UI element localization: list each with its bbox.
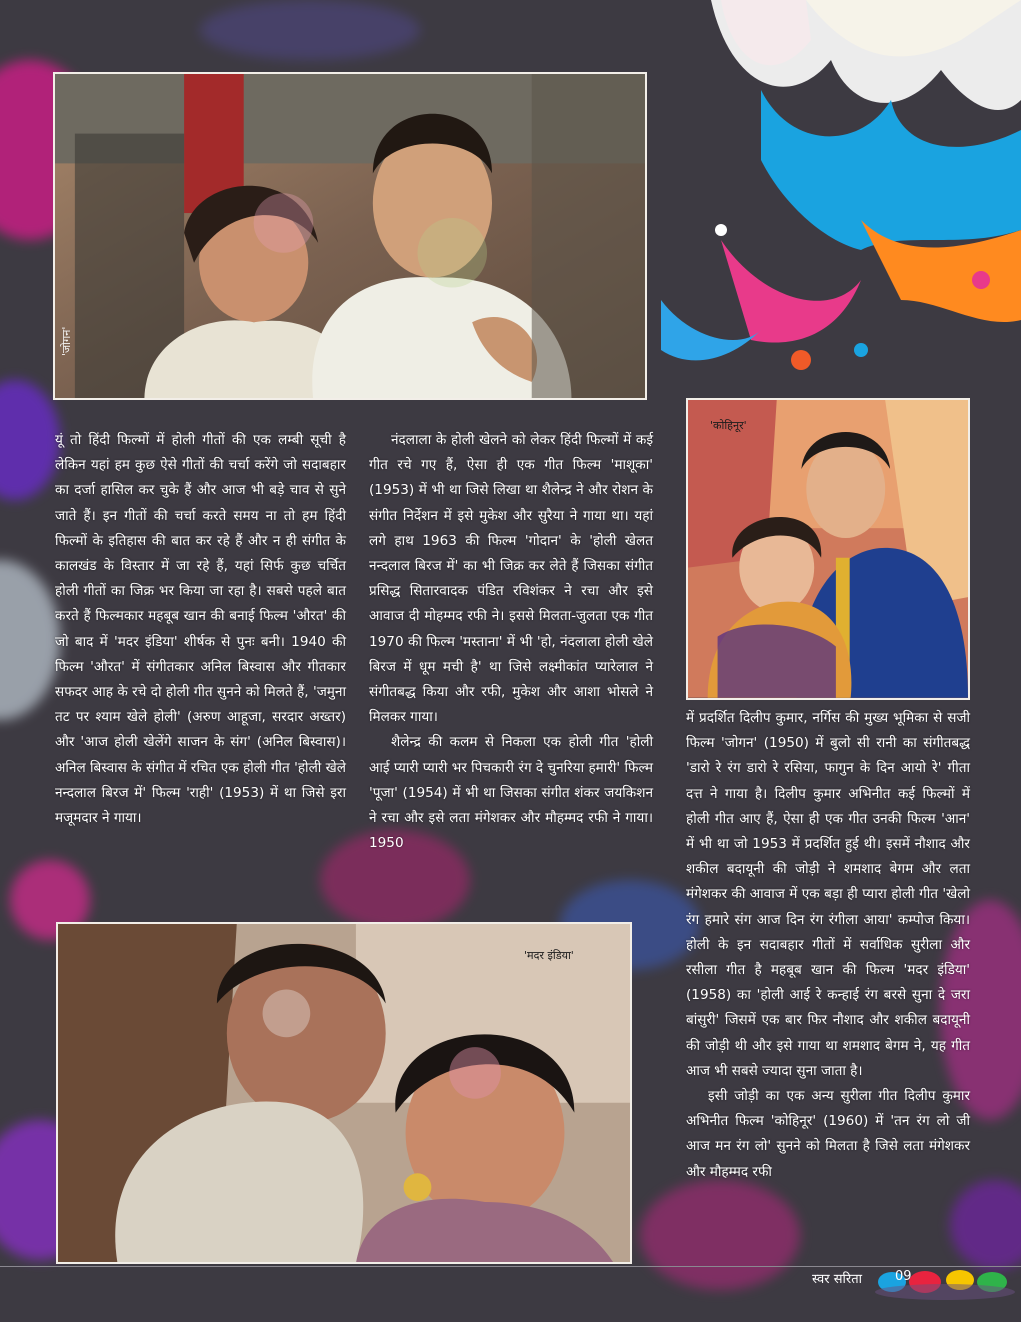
magazine-name: स्वर सरिता (812, 1272, 862, 1287)
jogan-photo (53, 72, 647, 400)
column3-paragraph: में प्रदर्शित दिलीप कुमार, नर्गिस की मुख्य भूमिका से सजी फिल्म 'जोगन' (1950) में बुलो सी रानी का संगीतबद्ध 'डारो रे रंग डारो रे रसिया, फागुन के दिन आयो रे' गीता दत्त ने गाया है। दिलीप कुमार अभिनीत कई फिल्मों में होली गीत आए हैं, ऐसा ही एक गीत उनकी फिल्म 'आन' में भी था जो 1953 में प्रदर्शित हुई थी। इसमें नौशाद और शकील बदायूनी की जोड़ी ने शमशाद बेगम और लता मंगेशकर की आवाज में एक बड़ा ही प्यारा होली गीत 'खेलो रंग हमारे संग आज दिन रंग रंगीला आया' कम्पोज किया। होली के इन सदाबहार गीतों में सर्वाधिक सुरीला और रसीला गीत है महबूब खान की फिल्म 'मदर इंडिया' (1958) का 'होली आई रे कन्हाई रंग बरसे सुना दे जरा बांसुरी' जिसमें एक बार फिर नौशाद और शकील बदायूनी की जोड़ी थी और इसे गाया था शमशाद बेगम ने, यह गीत आज भी सबसे ज्यादा सुना जाता है। (686, 710, 970, 1079)
column3-paragraph: इसी जोड़ी का एक अन्य सुरीला गीत दिलीप कुमार अभिनीत फिल्म 'कोहिनूर' (1960) में 'तन रंग लो जी आज मन रंग लो' सुनने को मिलता है जिसे लता मंगेशकर और मौहम्मद रफी (686, 1088, 970, 1180)
column2-paragraph: नंदलाला के होली खेलने को लेकर हिंदी फिल्मों में कई गीत रचे गए हैं, ऐसा ही एक गीत फिल्म 'माशूका' (1953) में भी था जिसे लिखा था शैलेन्द्र ने और रोशन के संगीत निर्देशन में इसे मुकेश और सुरैया ने गाया था। यहां लगे हाथ 1963 की फिल्म 'गोदान' के 'होली खेलत नन्दलाल बिरज में' का भी जिक्र कर लेते हैं जिसका संगीत प्रसिद्ध सितारवादक पंडित रविशंकर ने रचा और इसे आवाज दी मोहम्मद रफी ने। इससे मिलता-जुलता एक गीत 1970 की फिल्म 'मस्ताना' में भी 'हो, नंदलाला होली खेले बिरज में धूम मची है' था जिसे लक्ष्मीकांत प्यारेलाल ने संगीतबद्ध किया और रफी, मुकेश और आशा भोसले ने मिलकर गाया। (369, 432, 653, 726)
column1-paragraph: यूं तो हिंदी फिल्मों में होली गीतों की एक लम्बी सूची है लेकिन यहां हम कुछ ऐसे गीतों की चर्चा करेंगे जो सदाबहार का दर्जा हासिल कर चुके हैं और आज भी बड़े चाव से सुने जाते हैं। इन गीतों की चर्चा करते समय ना तो हम हिंदी फिल्मों के इतिहास की बात कर रहे हैं और न ही संगीत के कालखंड के विस्तार में जा रहे हैं, यहां सिर्फ कुछ चर्चित होली गीतों का जिक्र भर किया जा रहा है। सबसे पहले बात करते हैं फिल्मकार महबूब खान की बनाई फिल्म 'औरत' की जो बाद में 'मदर इंडिया' शीर्षक से पुनः बनी। 1940 की फिल्म 'औरत' में संगीतकार अनिल बिस्वास और गीतकार सफदर आह के रचे दो होली गीत सुनने को मिलते हैं, 'जमुना तट पर श्याम खेले होली' (अरुण आहूजा, सरदार अख्तर) और 'आज होली खेलेंगे साजन के संग' (अनिल बिस्वास)। अनिल बिस्वास के संगीत में रचित एक होली गीत 'होली खेले नन्दलाल बिरज में' फिल्म 'राही' (1953) में था जिसे इरा मजूमदार ने गाया। (55, 432, 346, 827)
photo-caption-kohinoor: 'कोहिनूर' (710, 419, 747, 432)
article-column-3 (686, 706, 970, 1185)
footer-rule (0, 1266, 1021, 1267)
mother-india-photo (56, 922, 632, 1264)
article-column-2 (369, 428, 653, 856)
kohinoor-photo (686, 398, 970, 700)
photo-caption-jogan: 'जोगन' (60, 326, 73, 356)
photo-caption-mother-india: 'मदर इंडिया' (524, 949, 574, 962)
paint-splash-decoration (601, 0, 1021, 390)
column2-paragraph: शैलेन्द्र की कलम से निकला एक होली गीत 'होली आई प्यारी प्यारी भर पिचकारी रंग दे चुनरिया हमारी' फिल्म 'पूजा' (1954) में भी था जिसका संगीत शंकर जयकिशन ने रचा और इसे लता मंगेशकर और मौहम्मद रफी ने गाया। 1950 (369, 734, 653, 852)
color-pots-icon (870, 1262, 1020, 1302)
article-column-1 (55, 428, 346, 831)
page-number: 09 (895, 1269, 912, 1284)
